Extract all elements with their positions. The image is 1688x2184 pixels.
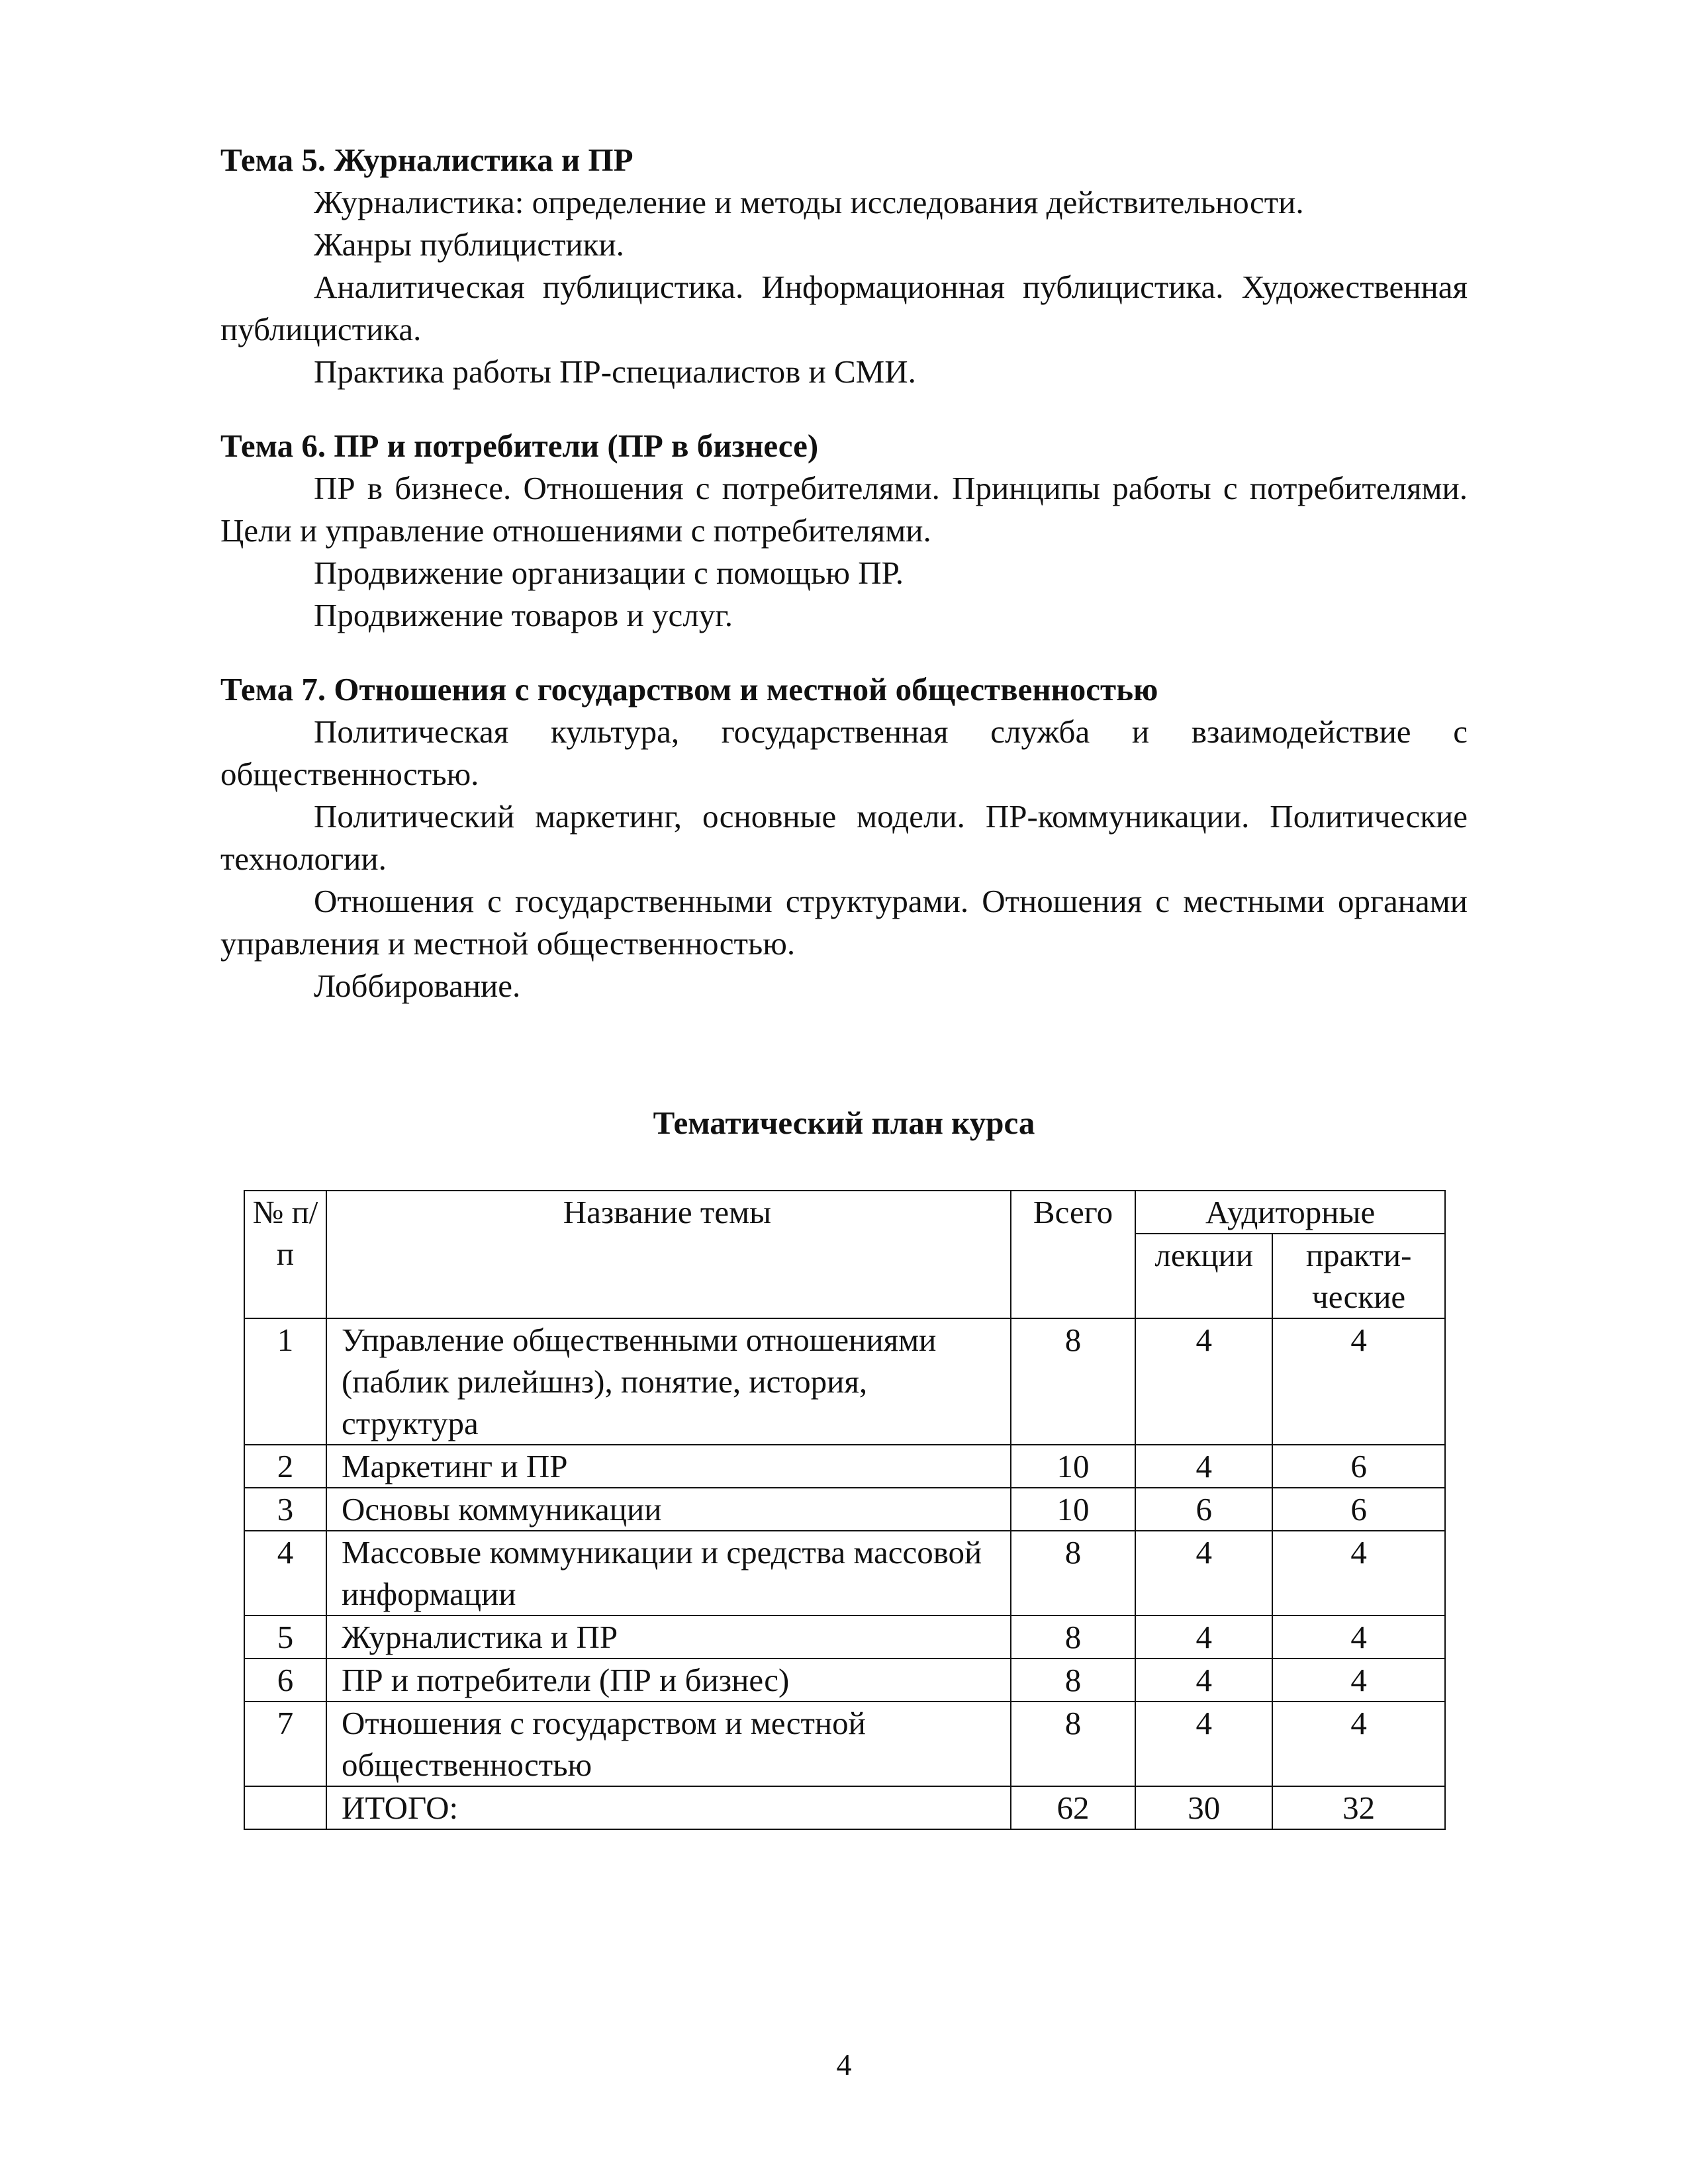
header-num: № п/п bbox=[244, 1191, 326, 1318]
cell-practical: 4 bbox=[1272, 1659, 1445, 1702]
cell-num: 6 bbox=[244, 1659, 326, 1702]
cell-name: Основы коммуникации bbox=[326, 1488, 1011, 1531]
table-row bbox=[244, 1659, 1445, 1702]
cell-num: 4 bbox=[244, 1531, 326, 1615]
cell-num bbox=[244, 1786, 326, 1829]
cell-total: 8 bbox=[1011, 1659, 1135, 1702]
cell-practical: 6 bbox=[1272, 1445, 1445, 1488]
topic-paragraph: Практика работы ПР-специалистов и СМИ. bbox=[314, 353, 916, 390]
cell-lectures: 4 bbox=[1135, 1702, 1272, 1786]
cell-practical: 6 bbox=[1272, 1488, 1445, 1531]
page-number: 4 bbox=[836, 2048, 852, 2081]
cell-name: Журналистика и ПР bbox=[326, 1615, 1011, 1659]
cell-total-label: ИТОГО: bbox=[326, 1786, 1011, 1829]
table-row bbox=[244, 1702, 1445, 1786]
table-row bbox=[244, 1531, 1445, 1615]
cell-practical: 4 bbox=[1272, 1702, 1445, 1786]
cell-practical: 4 bbox=[1272, 1531, 1445, 1615]
cell-practical: 4 bbox=[1272, 1318, 1445, 1445]
table-row bbox=[244, 1318, 1445, 1445]
cell-total: 8 bbox=[1011, 1318, 1135, 1445]
topic-title: Тема 5. Журналистика и ПР bbox=[220, 142, 633, 178]
cell-total: 10 bbox=[1011, 1445, 1135, 1488]
table-total-row bbox=[244, 1786, 1445, 1829]
cell-lectures: 4 bbox=[1135, 1318, 1272, 1445]
topic-paragraph: Политическая культура, государственная служба и взаимодействие с общественностью. bbox=[220, 713, 1468, 792]
cell-num: 2 bbox=[244, 1445, 326, 1488]
topic-title: Тема 6. ПР и потребители (ПР в бизнесе) bbox=[220, 428, 819, 464]
topic-paragraph: Лоббирование. bbox=[314, 968, 521, 1004]
topic-paragraph: Отношения с государственными структурами. Отношения с местными органами управления и местной общественностью. bbox=[220, 883, 1468, 962]
topic-title: Тема 7. Отношения с государством и местной общественностью bbox=[220, 671, 1158, 707]
table-title: Тематический план курса bbox=[653, 1105, 1035, 1141]
cell-total: 10 bbox=[1011, 1488, 1135, 1531]
cell-practical: 32 bbox=[1272, 1786, 1445, 1829]
topic-6 bbox=[220, 425, 1468, 637]
topics-section bbox=[220, 139, 1468, 1039]
topic-paragraph: Жанры публицистики. bbox=[314, 226, 624, 263]
header-total: Всего bbox=[1011, 1191, 1135, 1318]
cell-lectures: 6 bbox=[1135, 1488, 1272, 1531]
cell-name: ПР и потребители (ПР и бизнес) bbox=[326, 1659, 1011, 1702]
topic-paragraph: Аналитическая публицистика. Информационная публицистика. Художественная публицистика. bbox=[220, 269, 1468, 347]
topic-paragraph: Журналистика: определение и методы исследования действительности. bbox=[314, 184, 1304, 220]
topic-paragraph: Продвижение товаров и услуг. bbox=[314, 597, 733, 633]
topic-5 bbox=[220, 139, 1468, 393]
topic-paragraph: ПР в бизнесе. Отношения с потребителями. Принципы работы с потребителями. Цели и управление отношениями с потребителями. bbox=[220, 470, 1468, 549]
header-auditory: Аудиторные bbox=[1135, 1191, 1445, 1234]
cell-lectures: 4 bbox=[1135, 1615, 1272, 1659]
cell-total: 8 bbox=[1011, 1615, 1135, 1659]
cell-lectures: 4 bbox=[1135, 1445, 1272, 1488]
thematic-plan-table bbox=[244, 1190, 1446, 1830]
table-row bbox=[244, 1615, 1445, 1659]
table-row bbox=[244, 1445, 1445, 1488]
cell-num: 3 bbox=[244, 1488, 326, 1531]
cell-name: Маркетинг и ПР bbox=[326, 1445, 1011, 1488]
cell-num: 1 bbox=[244, 1318, 326, 1445]
header-lectures: лекции bbox=[1135, 1234, 1272, 1318]
topic-7 bbox=[220, 668, 1468, 1007]
cell-name: Отношения с государством и местной общественностью bbox=[326, 1702, 1011, 1786]
table-header-row bbox=[244, 1191, 1445, 1234]
topic-paragraph: Продвижение организации с помощью ПР. bbox=[314, 555, 904, 591]
cell-num: 5 bbox=[244, 1615, 326, 1659]
cell-lectures: 4 bbox=[1135, 1659, 1272, 1702]
cell-total: 8 bbox=[1011, 1702, 1135, 1786]
cell-total: 62 bbox=[1011, 1786, 1135, 1829]
table-row bbox=[244, 1488, 1445, 1531]
cell-name: Управление общественными отношениями (паблик рилейшнз), понятие, история, структура bbox=[326, 1318, 1011, 1445]
cell-total: 8 bbox=[1011, 1531, 1135, 1615]
topic-paragraph: Политический маркетинг, основные модели. ПР-коммуникации. Политические технологии. bbox=[220, 798, 1468, 877]
header-practical: практи-ческие bbox=[1272, 1234, 1445, 1318]
cell-num: 7 bbox=[244, 1702, 326, 1786]
cell-lectures: 4 bbox=[1135, 1531, 1272, 1615]
cell-practical: 4 bbox=[1272, 1615, 1445, 1659]
header-name: Название темы bbox=[326, 1191, 1011, 1318]
cell-name: Массовые коммуникации и средства массовой информации bbox=[326, 1531, 1011, 1615]
cell-lectures: 30 bbox=[1135, 1786, 1272, 1829]
